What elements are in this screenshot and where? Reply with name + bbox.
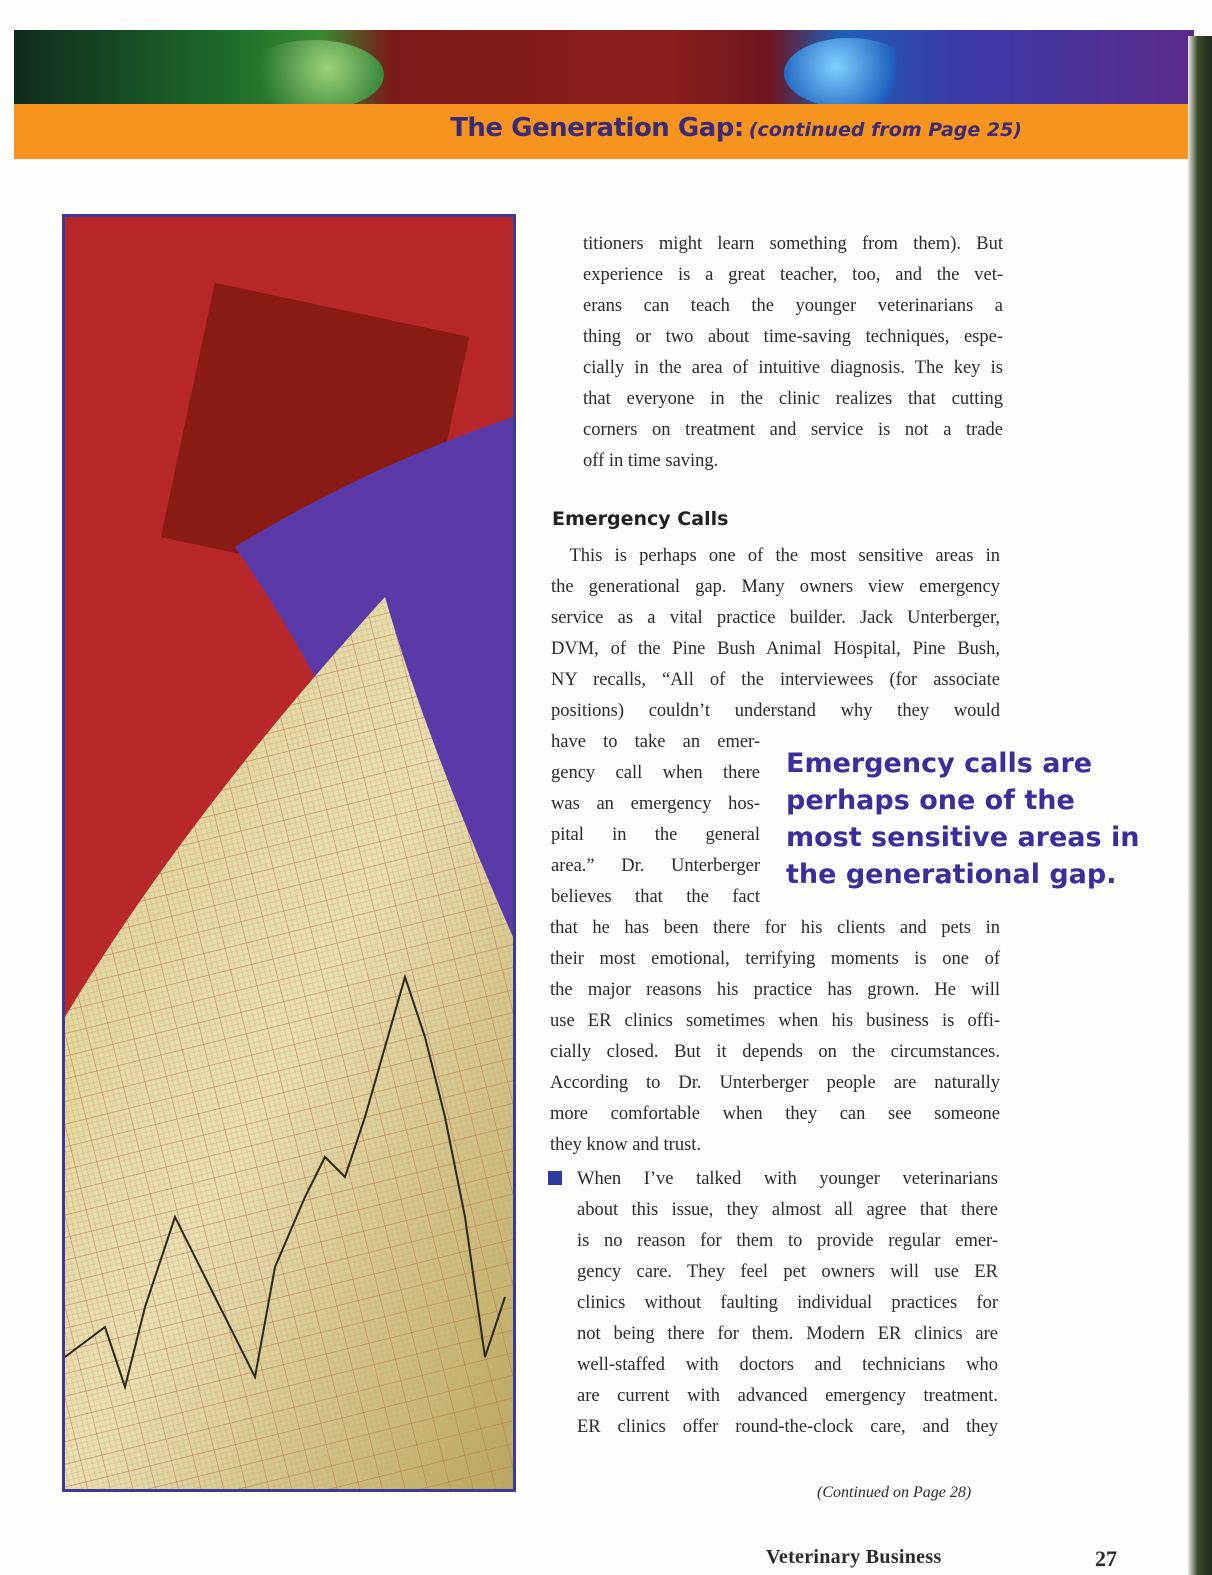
text-line: well-staffed with doctors and technicians who (577, 1355, 998, 1375)
running-header (450, 113, 1022, 143)
paragraph-2 (551, 541, 1000, 727)
text-line: are current with advanced emergency treatment. (577, 1386, 998, 1406)
text-line: off in time saving. (583, 451, 719, 471)
text-line: cially in the area of intuitive diagnosis. The key is (583, 358, 1003, 378)
text-line: believes that the fact (551, 887, 760, 907)
text-line: NY recalls, “All of the interviewees (for associate (551, 670, 1000, 690)
continued-on: (Continued on Page 28) (817, 1484, 972, 1501)
text-line: This is perhaps one of the most sensitive areas in (551, 546, 1000, 566)
text-line: ER clinics offer round-the-clock care, and they (577, 1417, 998, 1437)
text-line: Emergency calls are (786, 748, 1093, 779)
paragraph-1 (583, 229, 1003, 477)
text-line: erans can teach the younger veterinarians a (583, 296, 1003, 316)
text-line: When I’ve talked with younger veterinarians (577, 1169, 998, 1189)
text-line: about this issue, they almost all agree that there (577, 1200, 998, 1220)
text-line: DVM, of the Pine Bush Animal Hospital, Pine Bush, (551, 639, 1000, 659)
text-line: experience is a great teacher, too, and the vet- (583, 265, 1003, 285)
text-line: more comfortable when they can see someone (550, 1104, 1000, 1124)
text-line: titioners might learn something from them). But (583, 234, 1003, 254)
text-line: cially closed. But it depends on the circumstances. (550, 1042, 1000, 1062)
text-line: gency care. They feel pet owners will use ER (577, 1262, 998, 1282)
ecg-photo (62, 214, 516, 1492)
page-number: 27 (1095, 1546, 1117, 1571)
publication-name: Veterinary Business (766, 1546, 942, 1568)
header-photo-band (14, 30, 1194, 104)
text-line: perhaps one of the (786, 785, 1075, 816)
text-line: the generational gap. Many owners view emergency (551, 577, 1000, 597)
article-title: The Generation Gap: (450, 113, 744, 143)
page-edge (1188, 36, 1212, 1575)
text-line: pital in the general (551, 825, 760, 845)
bullet-square-icon (548, 1171, 562, 1185)
text-line: corners on treatment and service is not a trade (583, 420, 1003, 440)
text-line: not being there for them. Modern ER clinics are (577, 1324, 998, 1344)
text-line: area.” Dr. Unterberger (551, 856, 760, 876)
text-line: the generational gap. (786, 859, 1117, 890)
text-line: thing or two about time-saving techniques, espe- (583, 327, 1003, 347)
text-line: positions) couldn’t understand why they would (551, 701, 1000, 721)
text-line: gency call when there (551, 763, 760, 783)
text-line: was an emergency hos- (551, 794, 760, 814)
text-line: service as a vital practice builder. Jack Unterberger, (551, 608, 1000, 628)
text-line: that everyone in the clinic realizes that cutting (583, 389, 1003, 409)
text-line: is no reason for them to provide regular emer- (577, 1231, 998, 1251)
paragraph-2-cont (550, 913, 1000, 1161)
pull-quote (786, 745, 1139, 893)
text-line: they know and trust. (550, 1135, 702, 1155)
paragraph-2-wrap (551, 727, 760, 913)
text-line: their most emotional, terrifying moments is one of (550, 949, 1000, 969)
text-line: have to take an emer- (551, 732, 760, 752)
continued-from: (continued from Page 25) (748, 119, 1022, 141)
text-line: that he has been there for his clients and pets in (550, 918, 1000, 938)
text-line: the major reasons his practice has grown. He will (550, 980, 1000, 1000)
paragraph-3 (577, 1164, 998, 1443)
text-line: clinics without faulting individual practices for (577, 1293, 998, 1313)
text-line: According to Dr. Unterberger people are naturally (550, 1073, 1000, 1093)
text-line: use ER clinics sometimes when his business is offi- (550, 1011, 1000, 1031)
text-line: most sensitive areas in (786, 822, 1140, 853)
section-heading: Emergency Calls (552, 508, 729, 530)
